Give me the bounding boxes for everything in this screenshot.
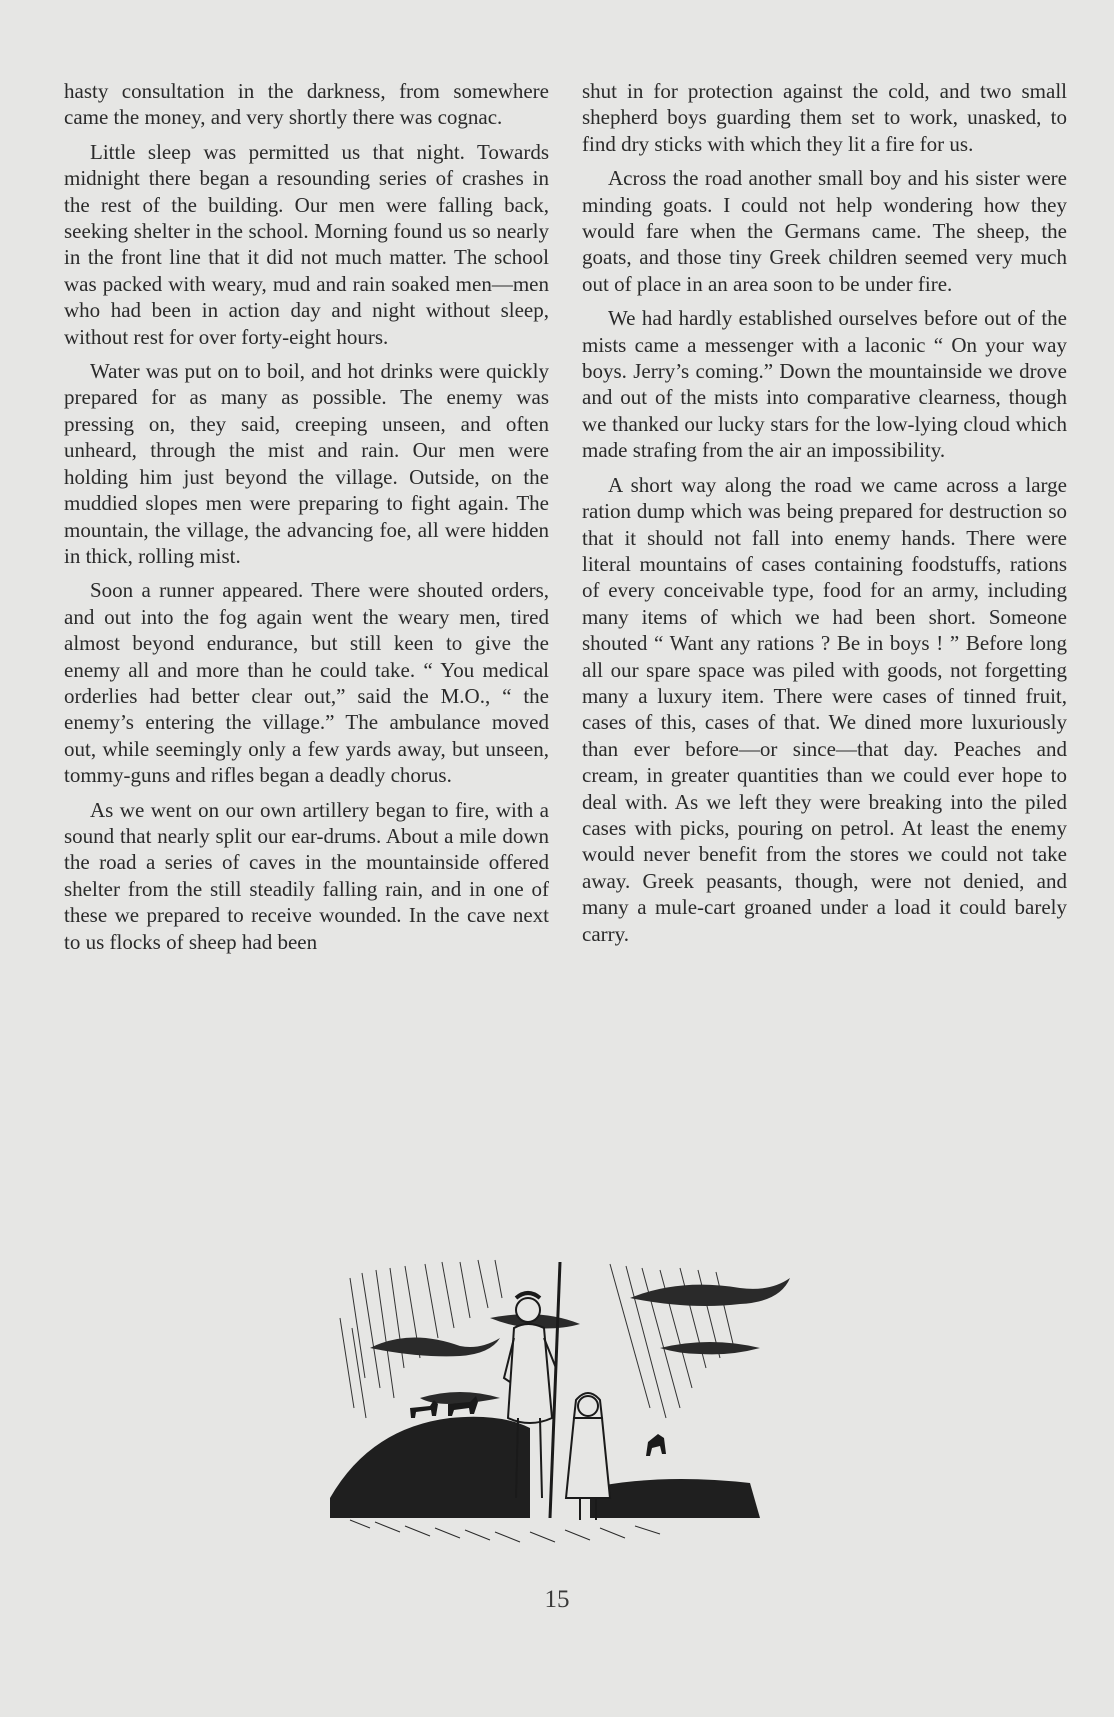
right-column <box>582 78 1067 955</box>
paragraph: We had hardly established ourselves before out of the mists came a messenger with a laconic “ On your way boys. Jerry’s coming.” Down the mountainside we drove and out of the mists into comparative clearness, though we thanked our lucky stars for the low-lying cloud which made strafing from the air an impossibility. <box>582 306 1067 463</box>
paragraph: A short way along the road we came across a large ration dump which was being prepared for destruction so that it should not fall into enemy hands. There were literal mountains of cases containing foodstuffs, rations of every conceivable type, food for an army, including many items of which we had been short. Someone shouted “ Want any rations ? Be in boys ! ” Before long all our spare space was piled with goods, not forgetting many a luxury item. There were cases of tinned fruit, cases of this, cases of that. We dined more luxuriously than ever before—or since—that day. Peaches and cream, in greater quantities than we could ever hope to deal with. As we left they were breaking into the piled cases with picks, pouring on petrol. At least the enemy would never benefit from the stores we could not take away. Greek peasants, though, were not denied, and many a mule-cart groaned under a load it could barely carry. <box>582 472 1067 946</box>
hillside <box>330 1417 760 1518</box>
paragraph: Water was put on to boil, and hot drinks were quickly prepared for as many as possible. The enemy was pressing on, they said, creeping unseen, and often unheard, through the mist and rain. Our men were holding him just beyond the village. Outside, on the muddied slopes men were preparing to fight again. The mountain, the village, the advancing foe, all were hidden in thick, rolling mist. <box>64 359 549 568</box>
paragraph: Across the road another small boy and his sister were minding goats. I could not help wondering how they would fare when the Germans came. The sheep, the goats, and those tiny Greek children seemed very much out of place in an area soon to be under fire. <box>582 166 1067 296</box>
ground-hatching <box>350 1520 660 1542</box>
paragraph: Soon a runner appeared. There were shouted orders, and out into the fog again went the weary men, tired almost beyond endurance, but still keen to give the enemy all and more than he could take. “ You medical orderlies had better clear out,” said the M.O., “ the enemy’s entering the village.” The ambulance moved out, while seemingly only a few yards away, but unseen, tommy-guns and rifles began a deadly chorus. <box>64 578 549 788</box>
paragraph: Little sleep was permitted us that night. Towards midnight there began a resounding series of crashes in the rest of the building. Our men were falling back, seeking shelter in the school. Morning found us so nearly in the front line that it did not much matter. The school was packed with weary, mud and rain soaked men—men who had been in action day and night without sleep, without rest for over forty-eight hours. <box>64 139 549 349</box>
page-number: 15 <box>544 1586 570 1613</box>
paragraph: hasty consultation in the darkness, from somewhere came the money, and very shortly there was cognac. <box>64 79 549 130</box>
shepherd-children-illustration <box>330 1258 800 1558</box>
left-column <box>64 78 549 963</box>
paragraph: As we went on our own artillery began to fire, with a sound that nearly split our ear-drums. About a mile down the road a series of caves in the mountainside offered shelter from the still steadily falling rain, and in one of these we prepared to receive wounded. In the cave next to us flocks of sheep had been <box>64 797 549 954</box>
wind-clouds <box>370 1278 790 1404</box>
paragraph: shut in for protection against the cold, and two small shepherd boys guarding them set to work, unasked, to find dry sticks with which they lit a fire for us. <box>582 79 1067 156</box>
